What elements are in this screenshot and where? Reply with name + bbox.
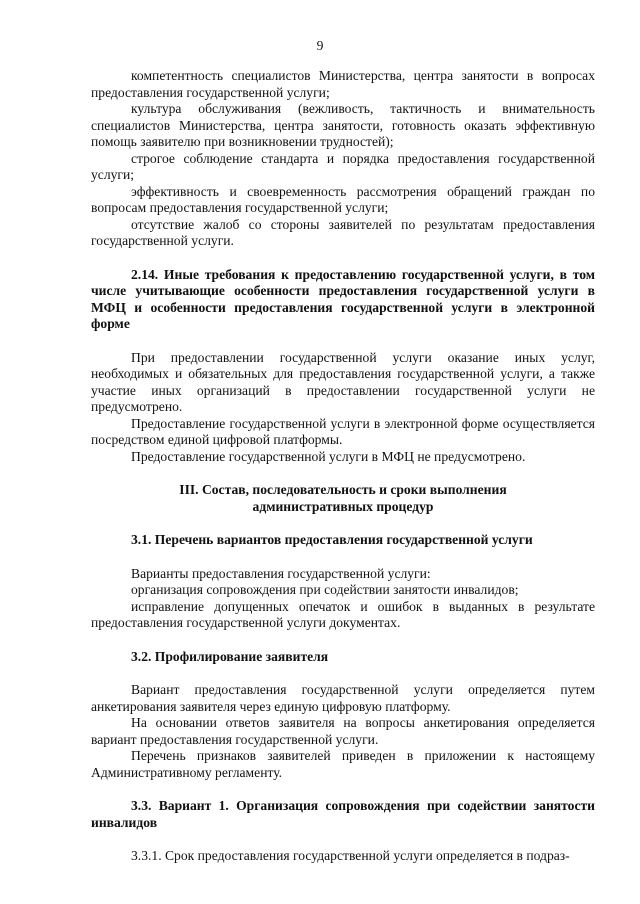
paragraph: Предоставление государственной услуги в МФЦ не предусмотрено. [131,448,526,464]
section-heading-3-1: 3.1. Перечень вариантов предоставления государственной услуги [131,532,533,547]
paragraph: культура обслуживания (вежливость, тактичность и внимательность специалистов Министерства, центра занятости, готовность оказать эффективную помощь заявителю при возникновении трудностей); [91,101,595,149]
paragraph: строгое соблюдение стандарта и порядка предоставления государственной услуги; [91,150,595,182]
paragraph: Перечень признаков заявителей приведен в приложении к настоящему Административному регламенту. [91,748,595,780]
paragraph: эффективность и своевременность рассмотрения обращений граждан по вопросам предоставления государственной услуги; [91,183,595,215]
paragraph: Варианты предоставления государственной услуги: [131,565,431,581]
paragraph: компетентность специалистов Министерства, центра занятости в вопросах предоставления государственной услуги; [91,68,595,100]
paragraph: Вариант предоставления государственной услуги определяется путем анкетирования заявителя через единую цифровую платформу. [91,682,595,714]
section-heading-3-3: 3.3. Вариант 1. Организация сопровождения при содействии занятости инвалидов [91,798,595,830]
paragraph: При предоставлении государственной услуги оказание иных услуг, необходимых и обязательных для предоставления государственной услуги, а также участие иных организаций в предоставлении государственной услуги не предусмотрено. [91,349,595,414]
chapter-heading-line-1: III. Состав, последовательность и сроки выполнения [179,482,507,497]
section-heading-2-14: 2.14. Иные требования к предоставлению государственной услуги, в том числе учитывающие особенности предоставления государственной услуги в МФЦ и особенности предоставления государственной услуги в электронной форме [91,266,595,331]
paragraph: отсутствие жалоб со стороны заявителей по результатам предоставления государственной услуги. [91,216,595,248]
paragraph: организация сопровождения при содействии занятости инвалидов; [131,582,519,597]
section-heading-3-2: 3.2. Профилирование заявителя [131,648,329,664]
paragraph: Предоставление государственной услуги в электронной форме осуществляется посредством единой цифровой платформы. [91,415,595,447]
paragraph: 3.3.1. Срок предоставления государственной услуги определяется в подраз- [131,848,570,863]
chapter-heading-line-2: административных процедур [252,498,434,514]
paragraph: На основании ответов заявителя на вопросы анкетирования определяется вариант предоставления государственной услуги. [91,715,595,747]
page-number: 9 [316,38,324,53]
document-body [91,68,595,865]
paragraph: исправление допущенных опечаток и ошибок в выданных в результате предоставления государственной услуги документах. [91,598,595,630]
